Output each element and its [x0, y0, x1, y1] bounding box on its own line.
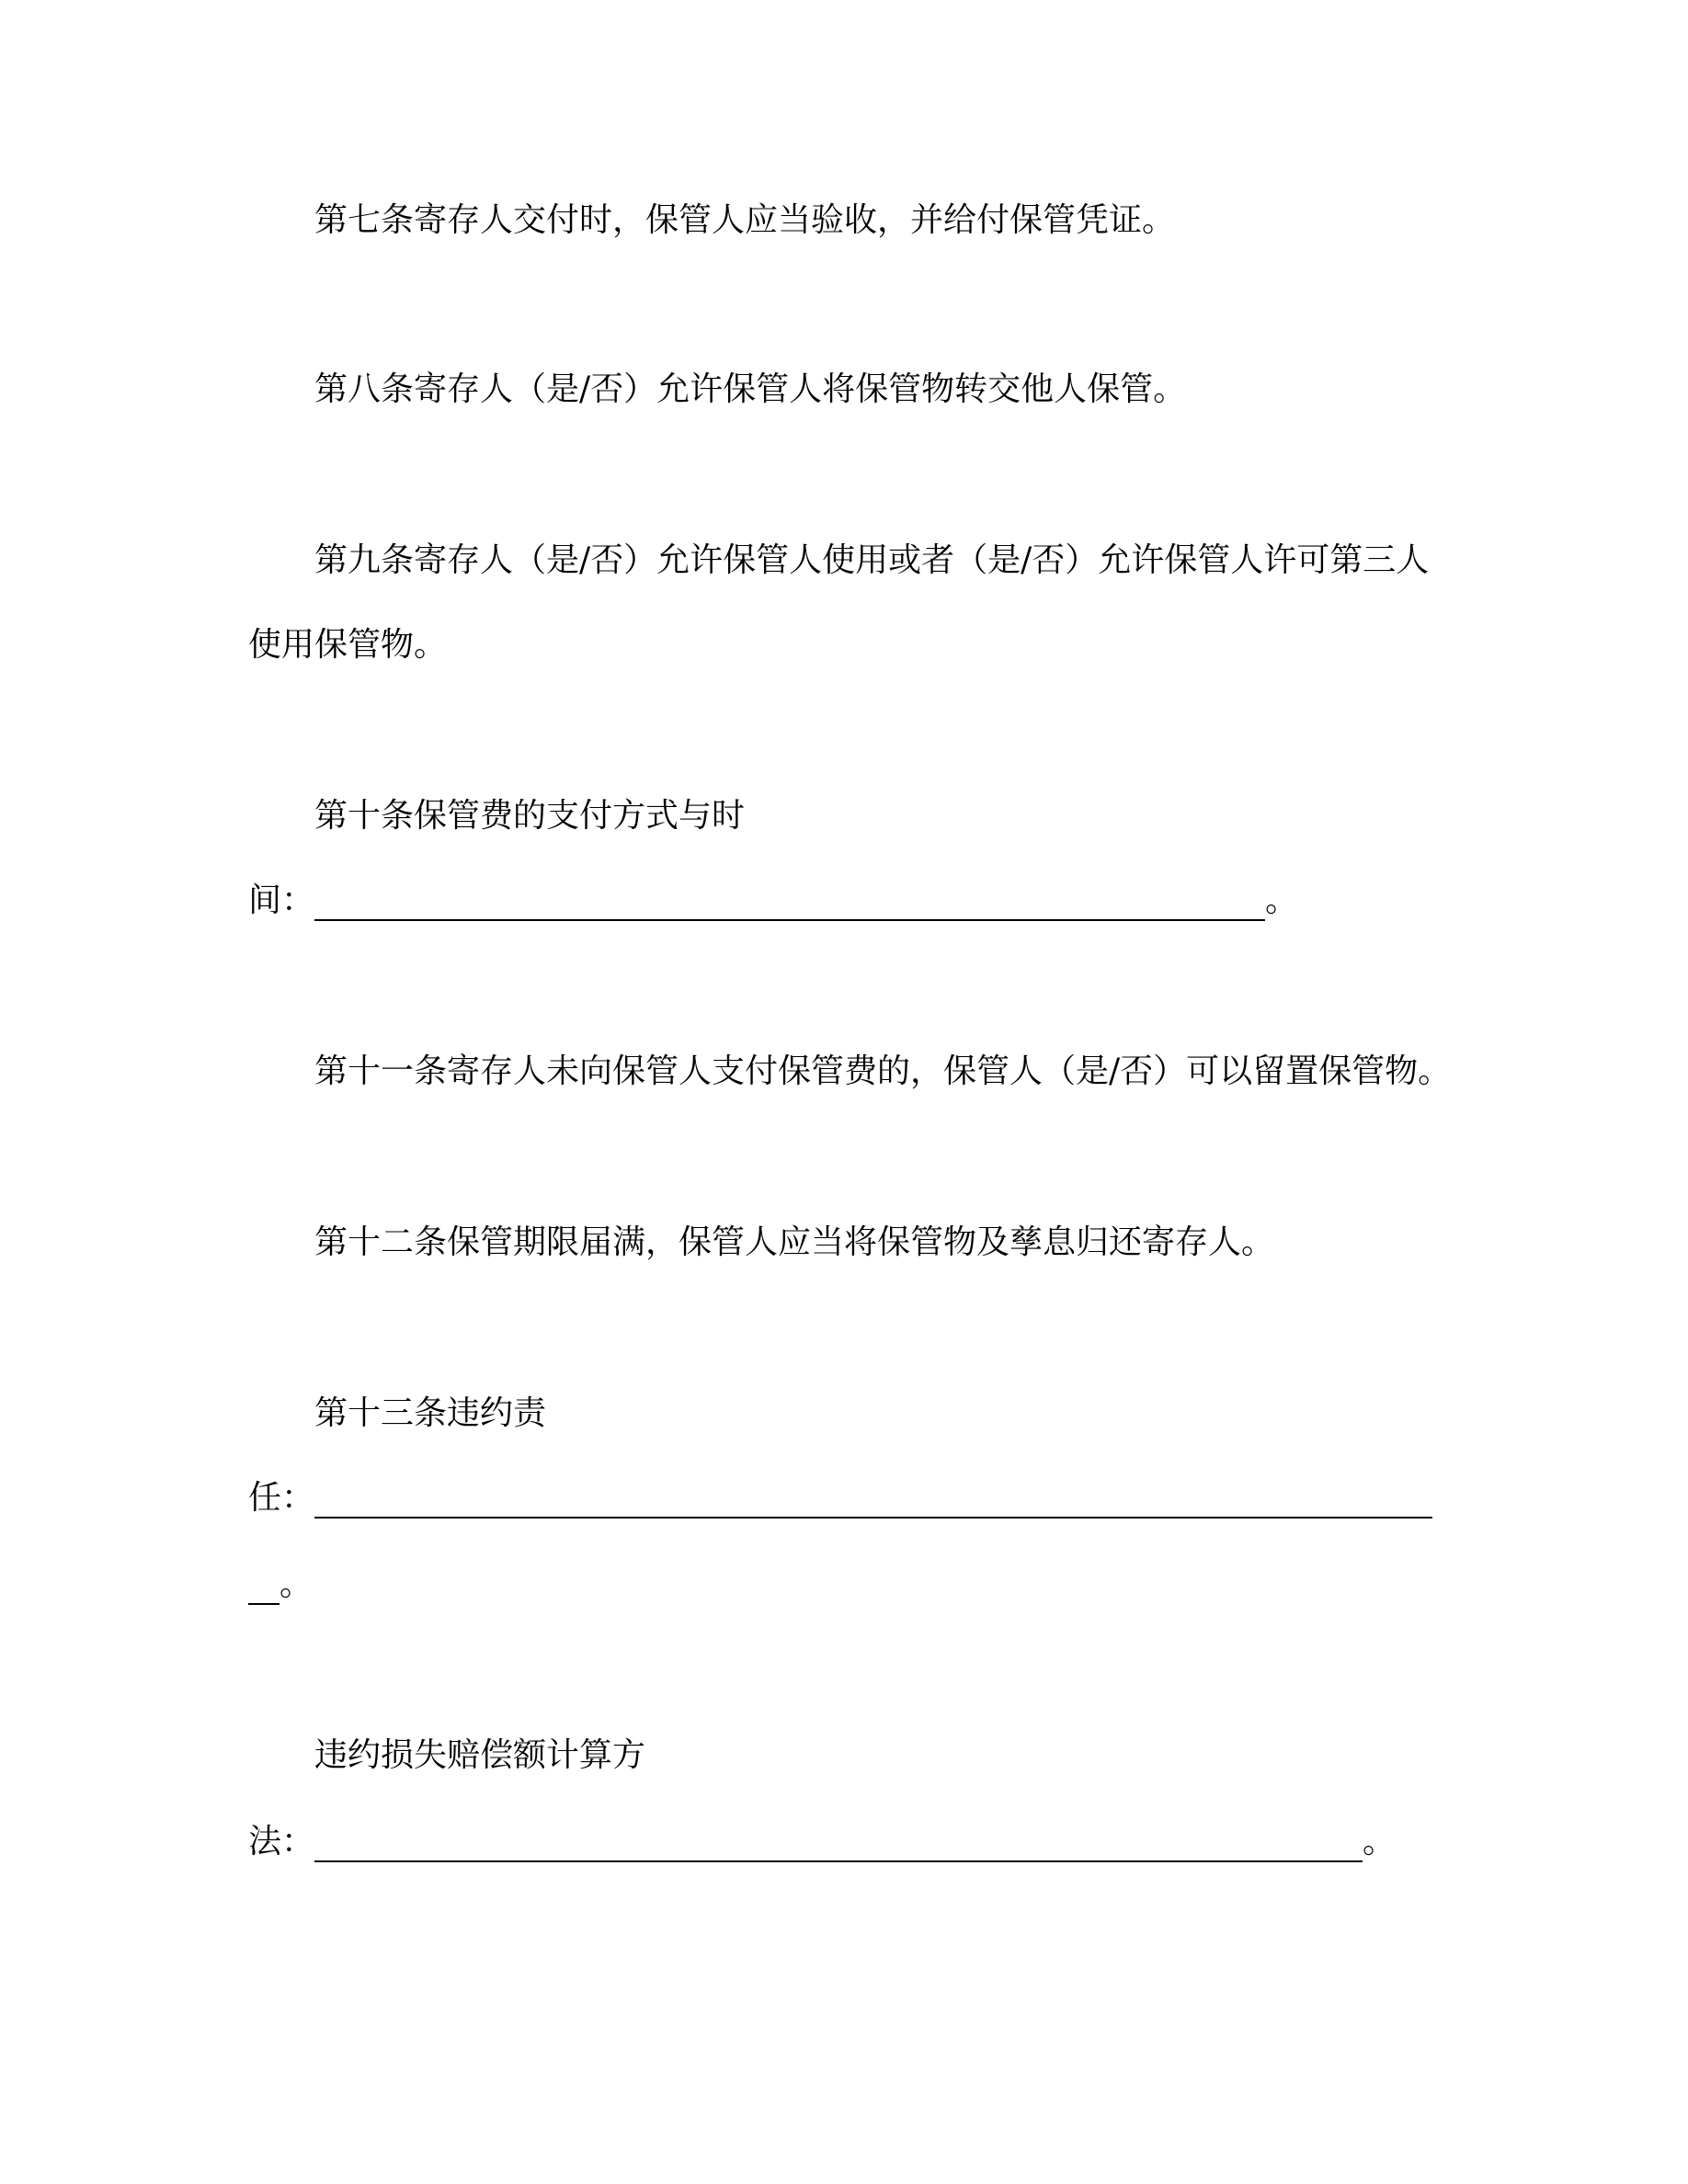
- article-13-line-2: [248, 1478, 1432, 1519]
- article-13-line-3: [248, 1564, 313, 1605]
- article-7: 第七条寄存人交付时，保管人应当验收，并给付保管凭证。: [314, 201, 1176, 239]
- damages-method-blank: [314, 1829, 1363, 1862]
- article-13-suffix: 。: [279, 1565, 314, 1603]
- damages-line-1: 违约损失赔偿额计算方: [314, 1736, 646, 1774]
- article-10-suffix: 。: [1265, 882, 1299, 919]
- article-13-prefix: 任：: [248, 1479, 315, 1517]
- liability-blank: [314, 1485, 1432, 1519]
- damages-line-2: [248, 1822, 1396, 1862]
- article-10-line-1: 第十条保管费的支付方式与时: [314, 797, 746, 835]
- article-9-line-1: 第九条寄存人（是/否）允许保管人使用或者（是/否）允许保管人许可第三人: [314, 541, 1430, 579]
- damages-prefix: 法：: [248, 1823, 315, 1860]
- article-12: 第十二条保管期限届满，保管人应当将保管物及孳息归还寄存人。: [314, 1223, 1275, 1261]
- payment-terms-blank: [314, 888, 1265, 921]
- damages-suffix: 。: [1363, 1823, 1397, 1860]
- article-13-line-1: 第十三条违约责: [314, 1394, 547, 1432]
- article-9-line-2: 使用保管物。: [248, 626, 448, 664]
- liability-blank-continued: [248, 1572, 279, 1605]
- article-8: 第八条寄存人（是/否）允许保管人将保管物转交他人保管。: [314, 370, 1187, 408]
- article-10-prefix: 间：: [248, 882, 315, 919]
- article-11: 第十一条寄存人未向保管人支付保管费的，保管人（是/否）可以留置保管物。: [314, 1052, 1452, 1090]
- article-10-line-2: [248, 881, 1298, 921]
